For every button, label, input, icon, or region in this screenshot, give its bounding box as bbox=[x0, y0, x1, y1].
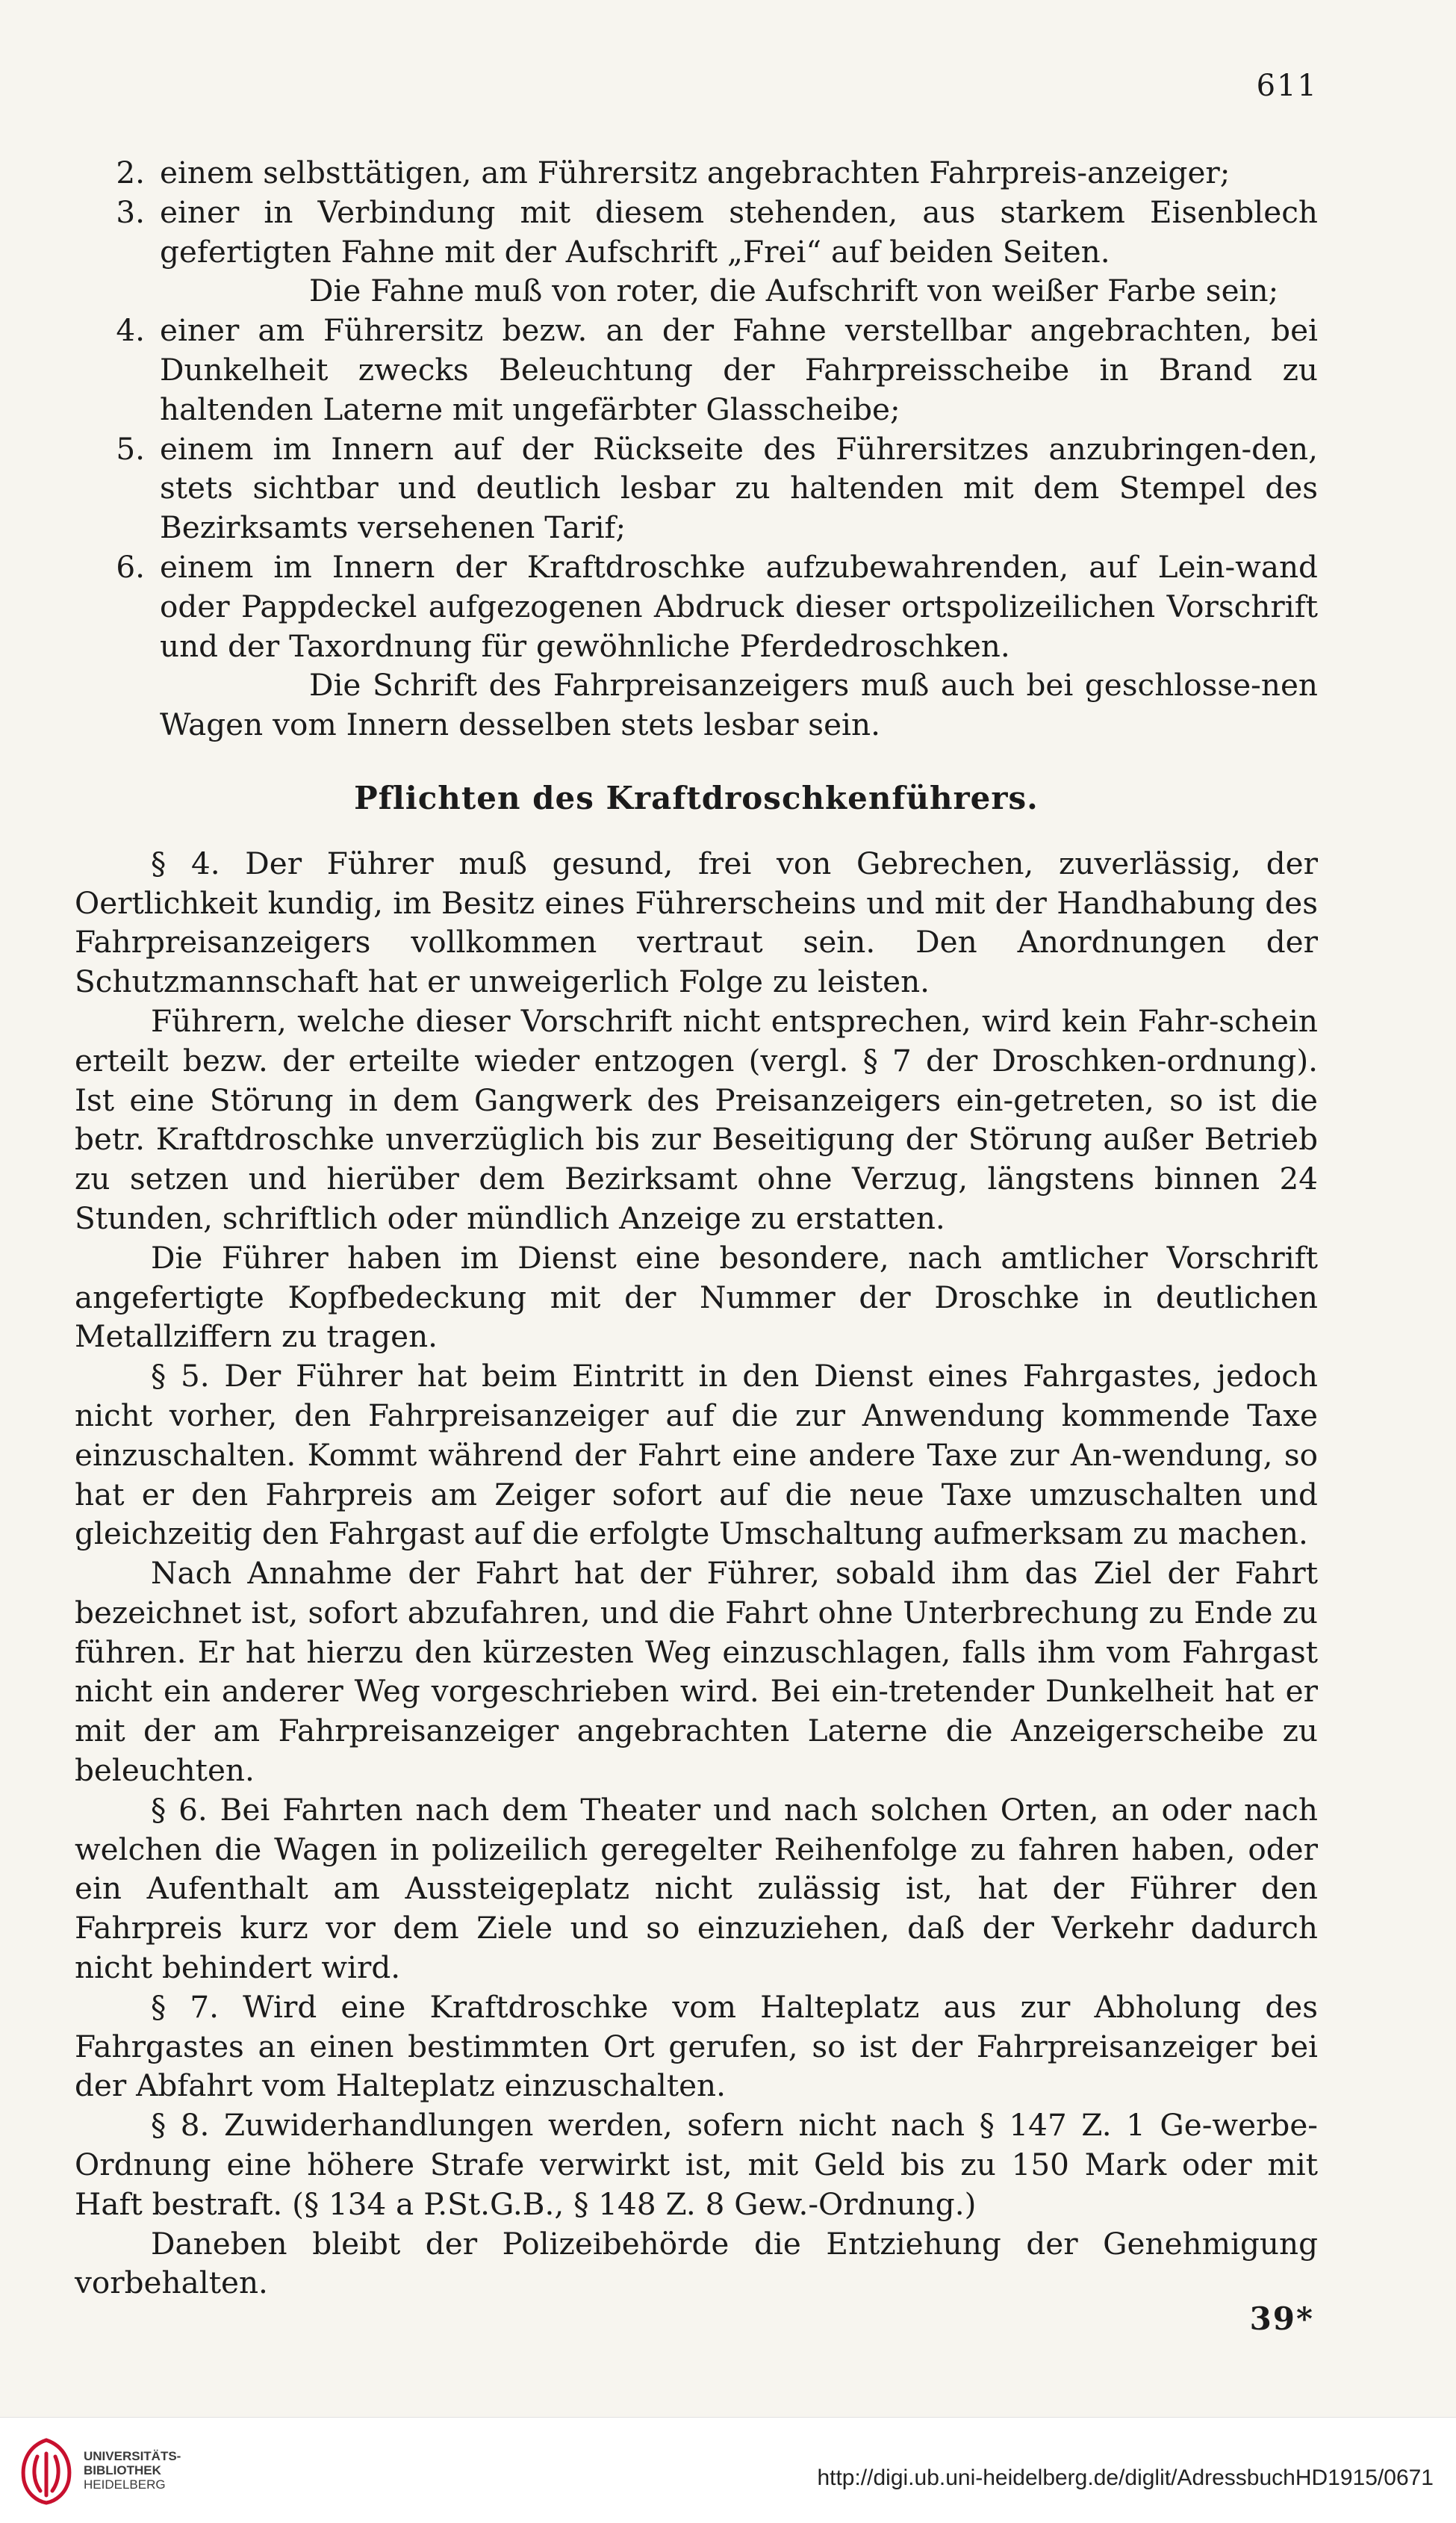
list-item-number: 3. bbox=[116, 193, 145, 230]
list-item-text: einem im Innern der Kraftdroschke aufzubewahrenden, auf Lein-wand oder Pappdeckel aufgezogenen Abdruck dieser ortspolizeilichen Vorschrift und der Taxordnung für gewöhnliche Pferdedroschken. bbox=[160, 548, 1318, 664]
library-logo-text: UNIVERSITÄTS- BIBLIOTHEK HEIDELBERG bbox=[84, 2449, 181, 2492]
list-item bbox=[75, 193, 1318, 272]
paragraph: § 6. Bei Fahrten nach dem Theater und nach solchen Orten, an oder nach welchen die Wagen in polizeilich geregelter Reihenfolge zu fahren haben, oder ein Aufenthalt am Aussteigeplatz nicht zulässig ist, hat der Führer den Fahrpreis kurz vor dem Ziele und so einzuziehen, daß der Verkehr dadurch nicht behindert wird. bbox=[75, 1791, 1318, 1986]
page-number: 611 bbox=[1256, 69, 1318, 103]
list-item-note: Die Schrift des Fahrpreisanzeigers muß auch bei geschlosse-nen Wagen vom Innern desselben stets lesbar sein. bbox=[160, 667, 1318, 743]
paragraph: § 8. Zuwiderhandlungen werden, sofern nicht nach § 147 Z. 1 Ge-werbe-Ordnung eine höhere Strafe verwirkt ist, mit Geld bis zu 150 Mark oder mit Haft bestraft. (§ 134 a P.St.G.B., § 148 Z. 8 Gew.-Ordnung.) bbox=[75, 2107, 1318, 2222]
page-content bbox=[75, 153, 1318, 2303]
list-item-note: Die Fahne muß von roter, die Aufschrift von weißer Farbe sein; bbox=[309, 273, 1279, 309]
list-item-text: einer am Führersitz bezw. an der Fahne verstellbar angebrachten, bei Dunkelheit zwecks Beleuchtung der Fahrpreisscheibe in Brand zu haltenden Laterne mit ungefärbter Glasscheibe; bbox=[160, 312, 1318, 427]
paragraph: § 5. Der Führer hat beim Eintritt in den Dienst eines Fahrgastes, jedoch nicht vorher, den Fahrpreisanzeiger auf die zur Anwendung kommende Taxe einzuschalten. Kommt während der Fahrt eine andere Taxe zur An-wendung, so hat er den Fahrpreis am Zeiger sofort auf die neue Taxe umzuschalten und gleichzeitig den Fahrgast auf die erfolgte Umschaltung aufmerksam zu machen. bbox=[75, 1358, 1318, 1552]
list-item bbox=[75, 429, 1318, 547]
paragraph: § 4. Der Führer muß gesund, frei von Gebrechen, zuverlässig, der Oertlichkeit kundig, im Besitz eines Führerscheins und mit der Handhabung des Fahrpreisanzeigers vollkommen vertraut sein. Den Anordnungen der Schutzmannschaft hat er unweigerlich Folge zu leisten. bbox=[75, 845, 1318, 1000]
list-item-number: 4. bbox=[116, 312, 145, 349]
paragraph: Führern, welche dieser Vorschrift nicht entsprechen, wird kein Fahr-schein erteilt bezw. der erteilte wieder entzogen (vergl. § 7 der Droschken-ordnung). Ist eine Störung in dem Gangwerk des Preisanzeigers ein-getreten, so ist die betr. Kraftdroschke unverzüglich bis zur Beseitigung der Störung außer Betrieb zu setzen und hierüber dem Bezirksamt ohne Verzug, längstens binnen 24 Stunden, schriftlich oder mündlich Anzeige zu erstatten. bbox=[75, 1002, 1318, 1236]
list-item-number: 2. bbox=[116, 155, 145, 190]
list-item-number: 5. bbox=[116, 430, 145, 467]
paragraph: § 7. Wird eine Kraftdroschke vom Halteplatz aus zur Abholung des Fahrgastes an einen bestimmten Ort gerufen, so ist der Fahrpreisanzeiger bei der Abfahrt vom Halteplatz einzuschalten. bbox=[75, 1988, 1318, 2104]
page-signature: 39* bbox=[1249, 2300, 1314, 2337]
list-item-text: einem im Innern auf der Rückseite des Führersitzes anzubringen-den, stets sichtbar und deutlich lesbar zu haltenden mit dem Stempel des Bezirksamts versehenen Tarif; bbox=[160, 430, 1318, 546]
list-item bbox=[75, 311, 1318, 429]
list-item-text: einer in Verbindung mit diesem stehenden, aus starkem Eisenblech gefertigten Fahne mit der Aufschrift „Frei“ auf beiden Seiten. bbox=[160, 193, 1318, 270]
paragraph: Die Führer haben im Dienst eine besondere, nach amtlicher Vorschrift angefertigte Kopfbedeckung mit der Nummer der Droschke in deutlichen Metallziffern zu tragen. bbox=[75, 1239, 1318, 1355]
university-seal-icon bbox=[15, 2437, 78, 2506]
paragraph: Nach Annahme der Fahrt hat der Führer, sobald ihm das Ziel der Fahrt bezeichnet ist, sofort abzufahren, und die Fahrt ohne Unterbrechung zu Ende zu führen. Er hat hierzu den kürzesten Weg einzuschlagen, falls ihm vom Fahrgast nicht ein anderer Weg vorgeschrieben wird. Bei ein-tretender Dunkelheit hat er mit der am Fahrpreisanzeiger angebrachten Laterne die Anzeigerscheibe zu beleuchten. bbox=[75, 1555, 1318, 1789]
list-item-number: 6. bbox=[116, 548, 145, 585]
paragraph: Daneben bleibt der Polizeibehörde die Entziehung der Genehmigung vorbehalten. bbox=[75, 2225, 1318, 2301]
list-item bbox=[75, 153, 1318, 193]
source-url-link[interactable]: http://digi.ub.uni-heidelberg.de/diglit/AdressbuchHD1915/0671 bbox=[817, 2465, 1434, 2490]
list-item bbox=[75, 547, 1318, 665]
footer-bar bbox=[0, 2417, 1456, 2523]
section-heading: Pflichten des Kraftdroschkenführers. bbox=[354, 779, 1039, 816]
list-item-text: einem selbsttätigen, am Führersitz angebrachten Fahrpreis-anzeiger; bbox=[160, 155, 1231, 190]
